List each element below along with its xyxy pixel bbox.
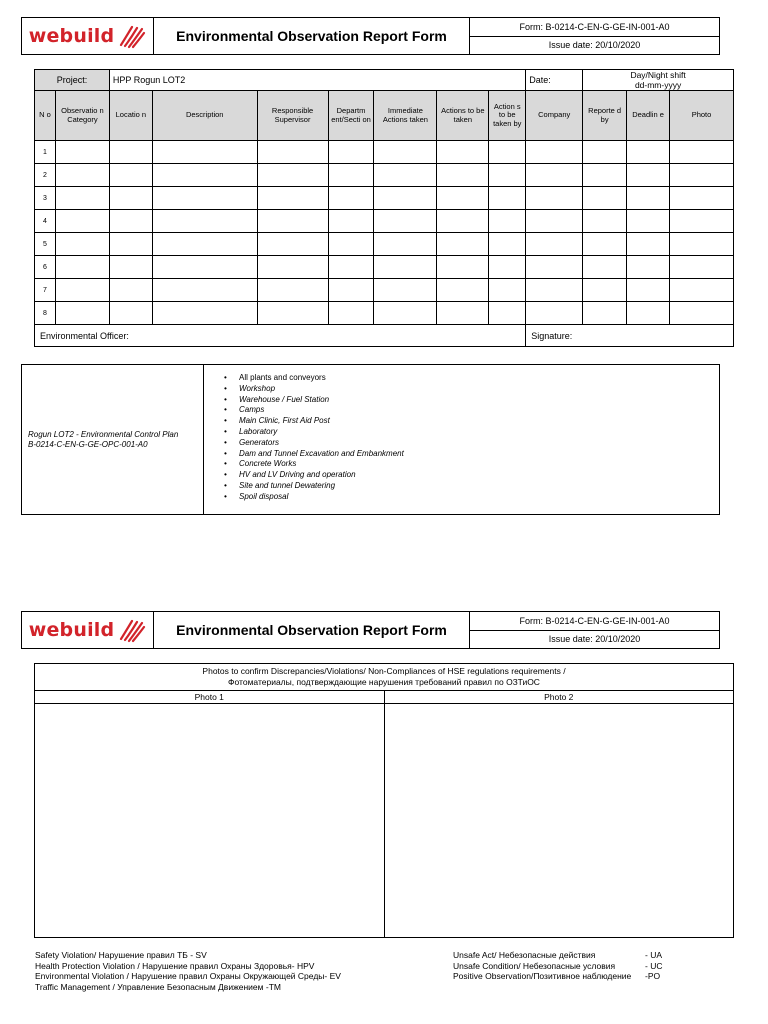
- project-label: Project:: [35, 70, 110, 91]
- table-cell[interactable]: [109, 210, 152, 233]
- table-cell[interactable]: [627, 279, 670, 302]
- table-cell[interactable]: [437, 141, 489, 164]
- table-cell[interactable]: [257, 141, 328, 164]
- table-cell[interactable]: [328, 164, 374, 187]
- observation-table: [34, 69, 734, 347]
- table-cell[interactable]: [526, 302, 583, 325]
- table-cell[interactable]: [437, 164, 489, 187]
- list-item: • Main Clinic, First Aid Post: [224, 416, 404, 427]
- table-cell[interactable]: [152, 256, 257, 279]
- date-label: Date:: [526, 70, 583, 91]
- photo-1-panel: [35, 691, 384, 937]
- row-number: 8: [35, 302, 56, 325]
- table-cell[interactable]: [670, 141, 734, 164]
- table-cell[interactable]: [526, 187, 583, 210]
- legend-sv: Safety Violation/ Нарушение правил ТБ - SV: [35, 950, 207, 960]
- legend-hpv: Health Protection Violation / Нарушение правил Охраны Здоровья- HPV: [35, 960, 315, 971]
- table-cell[interactable]: [526, 141, 583, 164]
- table-cell[interactable]: [328, 233, 374, 256]
- control-plan-areas: [204, 365, 404, 514]
- shift-date-field[interactable]: [583, 70, 734, 91]
- violation-legend: [35, 950, 341, 992]
- table-cell[interactable]: [670, 302, 734, 325]
- table-cell[interactable]: [489, 187, 526, 210]
- signature-field[interactable]: Signature:: [526, 325, 734, 347]
- table-cell[interactable]: [109, 256, 152, 279]
- table-cell[interactable]: [437, 256, 489, 279]
- table-cell[interactable]: [152, 210, 257, 233]
- table-cell[interactable]: [583, 141, 627, 164]
- control-plan-code: B-0214-C-EN-G-GE-OPC-001-A0: [28, 439, 148, 449]
- table-cell[interactable]: [627, 256, 670, 279]
- table-cell[interactable]: [55, 210, 109, 233]
- list-item: • Site and tunnel Dewatering: [224, 481, 404, 492]
- table-cell[interactable]: [109, 141, 152, 164]
- table-row: [35, 279, 734, 302]
- row-number: 1: [35, 141, 56, 164]
- col-photo: Photo: [670, 91, 734, 141]
- table-cell[interactable]: [437, 302, 489, 325]
- table-cell[interactable]: [627, 210, 670, 233]
- table-cell[interactable]: [437, 187, 489, 210]
- table-cell[interactable]: [109, 302, 152, 325]
- photo-1-label: Photo 1: [35, 691, 384, 704]
- table-cell[interactable]: [55, 302, 109, 325]
- table-cell[interactable]: [437, 233, 489, 256]
- table-cell[interactable]: [670, 210, 734, 233]
- photos-section: [34, 663, 734, 938]
- environmental-officer-field[interactable]: Environmental Officer:: [35, 325, 526, 347]
- webuild-logo: [22, 612, 154, 648]
- project-value[interactable]: HPP Rogun LOT2: [109, 70, 525, 91]
- form-code: Form: B-0214-C-EN-G-GE-IN-001-A0: [470, 612, 719, 631]
- list-item: • Laboratory: [224, 427, 404, 438]
- table-cell[interactable]: [257, 279, 328, 302]
- table-cell[interactable]: [328, 141, 374, 164]
- table-cell[interactable]: [374, 187, 437, 210]
- table-cell[interactable]: [109, 164, 152, 187]
- list-item: • Dam and Tunnel Excavation and Embankment: [224, 449, 404, 460]
- list-item: • Generators: [224, 438, 404, 449]
- table-cell[interactable]: [257, 256, 328, 279]
- date-format-line: dd-mm-yyyy: [634, 80, 682, 90]
- table-cell[interactable]: [257, 233, 328, 256]
- table-cell[interactable]: [257, 187, 328, 210]
- legend-tm: Traffic Management / Управление Безопасным Движением -TM: [35, 981, 281, 992]
- table-cell[interactable]: [374, 141, 437, 164]
- table-cell[interactable]: [583, 187, 627, 210]
- form-title: Environmental Observation Report Form: [154, 612, 470, 648]
- photo-2-panel: [384, 691, 734, 937]
- observation-type-legend: [453, 950, 662, 982]
- col-description: Description: [152, 91, 257, 141]
- list-item: • All plants and conveyors: [224, 373, 404, 384]
- table-cell[interactable]: [489, 164, 526, 187]
- table-cell[interactable]: [670, 164, 734, 187]
- table-cell[interactable]: [489, 256, 526, 279]
- table-cell[interactable]: [627, 164, 670, 187]
- table-cell[interactable]: [55, 187, 109, 210]
- table-cell[interactable]: [152, 302, 257, 325]
- table-cell[interactable]: [109, 187, 152, 210]
- table-cell[interactable]: [670, 256, 734, 279]
- table-row: [35, 187, 734, 210]
- list-item: • HV and LV Driving and operation: [224, 470, 404, 481]
- table-cell[interactable]: [328, 187, 374, 210]
- col-no: N o: [35, 91, 56, 141]
- legend-uc: Unsafe Condition/ Небезопасные условия: [453, 960, 616, 971]
- table-cell[interactable]: [374, 302, 437, 325]
- brand-wordmark: webuild: [28, 25, 115, 47]
- table-cell[interactable]: [152, 141, 257, 164]
- photo-2-label: Photo 2: [385, 691, 734, 704]
- table-cell[interactable]: [152, 279, 257, 302]
- legend-ua-code: - UA: [645, 950, 662, 960]
- table-row: [35, 210, 734, 233]
- table-cell[interactable]: [374, 164, 437, 187]
- table-cell[interactable]: [374, 256, 437, 279]
- column-headers: [35, 91, 734, 141]
- table-row: [35, 302, 734, 325]
- form-header-page2: [21, 611, 720, 649]
- list-item: • Warehouse / Fuel Station: [224, 395, 404, 406]
- table-row: [35, 233, 734, 256]
- list-item: • Camps: [224, 405, 404, 416]
- photo-1-area[interactable]: [35, 704, 384, 937]
- table-cell[interactable]: [152, 164, 257, 187]
- legend-uc-code: - UC: [645, 960, 663, 971]
- table-cell[interactable]: [55, 279, 109, 302]
- row-number: 7: [35, 279, 56, 302]
- table-cell[interactable]: [627, 187, 670, 210]
- table-cell[interactable]: [526, 210, 583, 233]
- table-cell[interactable]: [670, 187, 734, 210]
- webuild-logo: [22, 18, 154, 54]
- col-observation-category: Observatio n Category: [55, 91, 109, 141]
- table-cell[interactable]: [627, 141, 670, 164]
- table-cell[interactable]: [489, 279, 526, 302]
- photo-2-area[interactable]: [385, 704, 734, 937]
- col-deadline: Deadlin e: [627, 91, 670, 141]
- table-cell[interactable]: [670, 233, 734, 256]
- form-code: Form: B-0214-C-EN-G-GE-IN-001-A0: [470, 18, 719, 37]
- form-title: Environmental Observation Report Form: [154, 18, 470, 54]
- legend-po-code: -PO: [645, 971, 661, 981]
- table-cell[interactable]: [437, 279, 489, 302]
- table-cell[interactable]: [152, 187, 257, 210]
- control-plan-title: Rogun LOT2 - Environmental Control Plan: [28, 429, 179, 439]
- issue-date: Issue date: 20/10/2020: [548, 634, 641, 645]
- table-cell[interactable]: [489, 210, 526, 233]
- table-cell[interactable]: [526, 233, 583, 256]
- photos-caption-en: Photos to confirm Discrepancies/Violations/ Non-Compliances of HSE regulations requirements /: [202, 666, 566, 676]
- table-cell[interactable]: [583, 256, 627, 279]
- table-cell[interactable]: [257, 210, 328, 233]
- table-cell[interactable]: [55, 141, 109, 164]
- col-company: Company: [526, 91, 583, 141]
- row-number: 5: [35, 233, 56, 256]
- table-cell[interactable]: [328, 279, 374, 302]
- col-actions-to-be-taken: Actions to be taken: [437, 91, 489, 141]
- table-cell[interactable]: [670, 279, 734, 302]
- table-cell[interactable]: [257, 302, 328, 325]
- table-cell[interactable]: [583, 279, 627, 302]
- table-cell[interactable]: [374, 233, 437, 256]
- table-cell[interactable]: [257, 164, 328, 187]
- webuild-swoosh-icon: [118, 23, 146, 49]
- table-cell[interactable]: [55, 164, 109, 187]
- control-plan-box: [21, 364, 720, 515]
- col-reported-by: Reporte d by: [583, 91, 627, 141]
- table-row: [35, 256, 734, 279]
- table-cell[interactable]: [526, 279, 583, 302]
- col-location: Locatio n: [109, 91, 152, 141]
- row-number: 4: [35, 210, 56, 233]
- legend-ev: Environmental Violation / Нарушение правил Охраны Окружающей Среды- EV: [35, 971, 341, 981]
- table-cell[interactable]: [109, 279, 152, 302]
- table-cell[interactable]: [374, 279, 437, 302]
- table-cell[interactable]: [489, 302, 526, 325]
- table-cell[interactable]: [583, 302, 627, 325]
- table-cell[interactable]: [328, 256, 374, 279]
- photos-caption: [35, 664, 733, 691]
- legend-ua: Unsafe Act/ Небезопасные действия: [453, 950, 596, 960]
- table-cell[interactable]: [526, 256, 583, 279]
- table-row: [35, 141, 734, 164]
- table-cell[interactable]: [328, 210, 374, 233]
- form-header-page1: [21, 17, 720, 55]
- table-cell[interactable]: [437, 210, 489, 233]
- legend-po: Positive Observation/Позитивное наблюдение: [453, 971, 632, 981]
- col-department: Departm ent/Secti on: [328, 91, 374, 141]
- table-cell[interactable]: [55, 256, 109, 279]
- table-cell[interactable]: [489, 233, 526, 256]
- col-actions-by: Action s to be taken by: [489, 91, 526, 141]
- webuild-swoosh-icon: [118, 617, 146, 643]
- issue-date: Issue date: 20/10/2020: [548, 40, 641, 51]
- table-cell[interactable]: [627, 233, 670, 256]
- table-cell[interactable]: [583, 210, 627, 233]
- table-cell[interactable]: [489, 141, 526, 164]
- table-cell[interactable]: [627, 302, 670, 325]
- col-immediate-actions: Immediate Actions taken: [374, 91, 437, 141]
- table-cell[interactable]: [526, 164, 583, 187]
- row-number: 2: [35, 164, 56, 187]
- table-row: [35, 164, 734, 187]
- table-cell[interactable]: [152, 233, 257, 256]
- row-number: 6: [35, 256, 56, 279]
- table-cell[interactable]: [109, 233, 152, 256]
- col-responsible-supervisor: Responsible Supervisor: [257, 91, 328, 141]
- brand-wordmark: webuild: [28, 619, 115, 641]
- table-cell[interactable]: [55, 233, 109, 256]
- shift-line: Day/Night shift: [630, 70, 686, 80]
- list-item: • Spoil disposal: [224, 492, 404, 503]
- table-cell[interactable]: [583, 164, 627, 187]
- table-cell[interactable]: [328, 302, 374, 325]
- list-item: • Concrete Works: [224, 459, 404, 470]
- table-cell[interactable]: [374, 210, 437, 233]
- photos-caption-ru: Фотоматериалы, подтверждающие нарушения требований правил по ОЗТиОС: [228, 677, 540, 687]
- row-number: 3: [35, 187, 56, 210]
- list-item: • Workshop: [224, 384, 404, 395]
- table-cell[interactable]: [583, 233, 627, 256]
